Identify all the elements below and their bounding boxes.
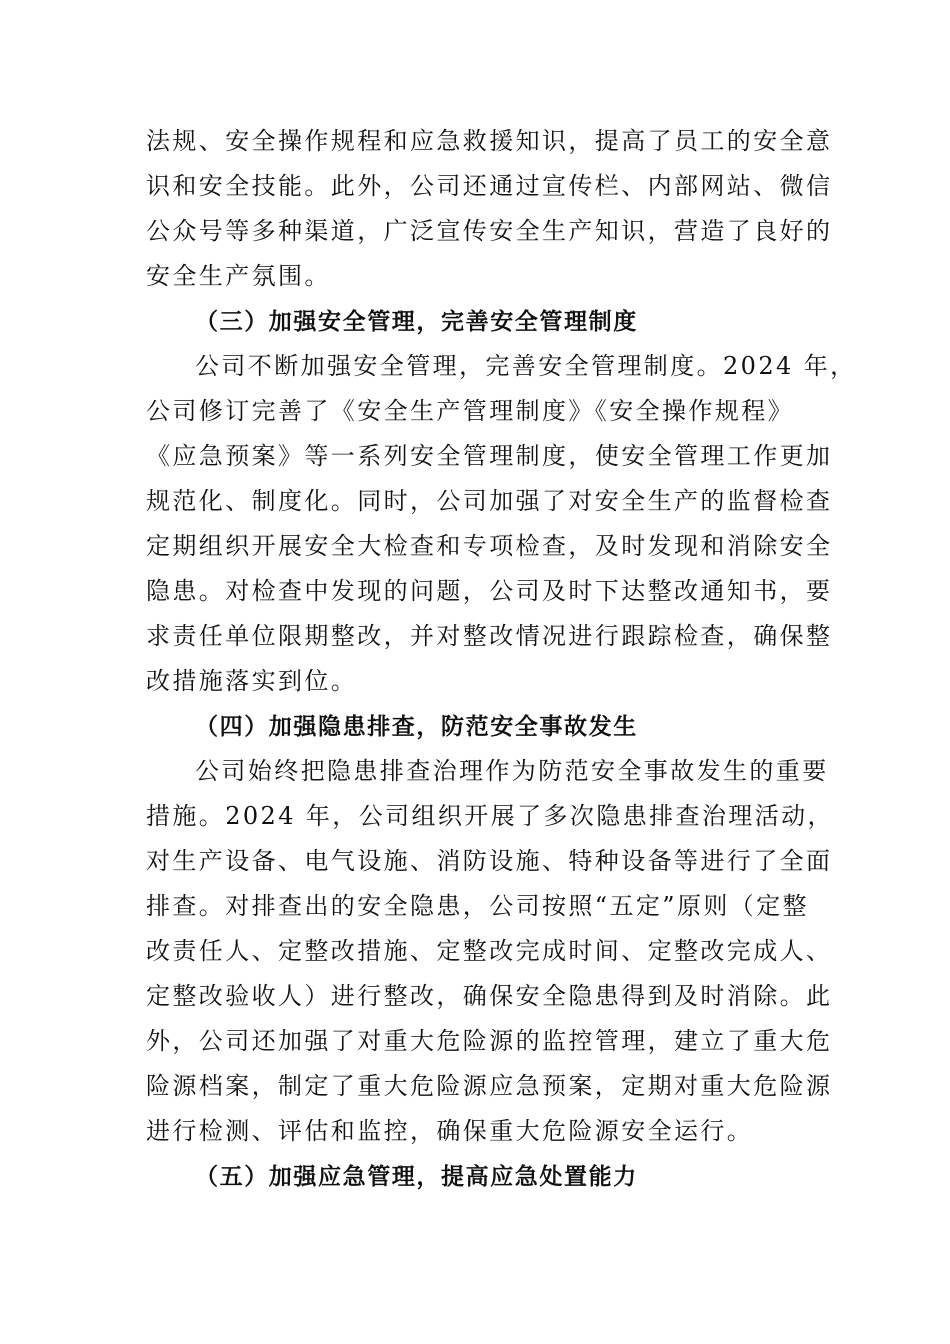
text-line: 定期组织开展安全大检查和专项检查，及时发现和消除安全: [146, 532, 833, 560]
text-line: 定整改验收人）进行整改，确保安全隐患得到及时消除。此: [146, 982, 833, 1010]
paragraph-safety-management: [146, 344, 857, 704]
section-heading-4: （四）加强隐患排查，防范安全事故发生: [195, 713, 638, 740]
text-line: 排查。对排查出的安全隐患，公司按照“五定”原则（定整: [146, 892, 809, 920]
text-line: 公众号等多种渠道，广泛宣传安全生产知识，营造了良好的: [146, 217, 833, 245]
section-heading-5: （五）加强应急管理，提高应急处置能力: [195, 1163, 638, 1190]
text-line: 改责任人、定整改措施、定整改完成时间、定整改完成人、: [146, 937, 833, 965]
text-line: 安全生产氛围。: [146, 262, 331, 290]
text-line: 隐患。对检查中发现的问题，公司及时下达整改通知书，要: [146, 577, 833, 605]
text-line: 求责任单位限期整改，并对整改情况进行跟踪检查，确保整: [146, 622, 833, 650]
text-line: 规范化、制度化。同时，公司加强了对安全生产的监督检查: [146, 487, 833, 515]
text-line: 公司不断加强安全管理，完善安全管理制度。2024 年，: [195, 352, 857, 380]
document-body: [146, 119, 857, 1199]
text-line: 识和安全技能。此外，公司还通过宣传栏、内部网站、微信: [146, 172, 833, 200]
text-line: 公司始终把隐患排查治理作为防范安全事故发生的重要: [195, 757, 829, 785]
section-heading-3: （三）加强安全管理，完善安全管理制度: [195, 308, 638, 335]
paragraph-hazard-inspection: [146, 749, 834, 1154]
text-line: 公司修订完善了《安全生产管理制度》《安全操作规程》: [146, 397, 794, 425]
text-line: 措施。2024 年，公司组织开展了多次隐患排查治理活动，: [146, 802, 834, 830]
text-line: 险源档案，制定了重大危险源应急预案，定期对重大危险源: [146, 1072, 833, 1100]
text-line: 法规、安全操作规程和应急救援知识，提高了员工的安全意: [146, 127, 833, 155]
text-line: 进行检测、评估和监控，确保重大危险源安全运行。: [146, 1117, 754, 1145]
text-line: 对生产设备、电气设施、消防设施、特种设备等进行了全面: [146, 847, 833, 875]
text-line: 外，公司还加强了对重大危险源的监控管理，建立了重大危: [146, 1027, 833, 1055]
text-line: 改措施落实到位。: [146, 667, 358, 695]
text-line: 《应急预案》等一系列安全管理制度，使安全管理工作更加: [146, 442, 833, 470]
paragraph-safety-training-continued: [146, 119, 833, 299]
